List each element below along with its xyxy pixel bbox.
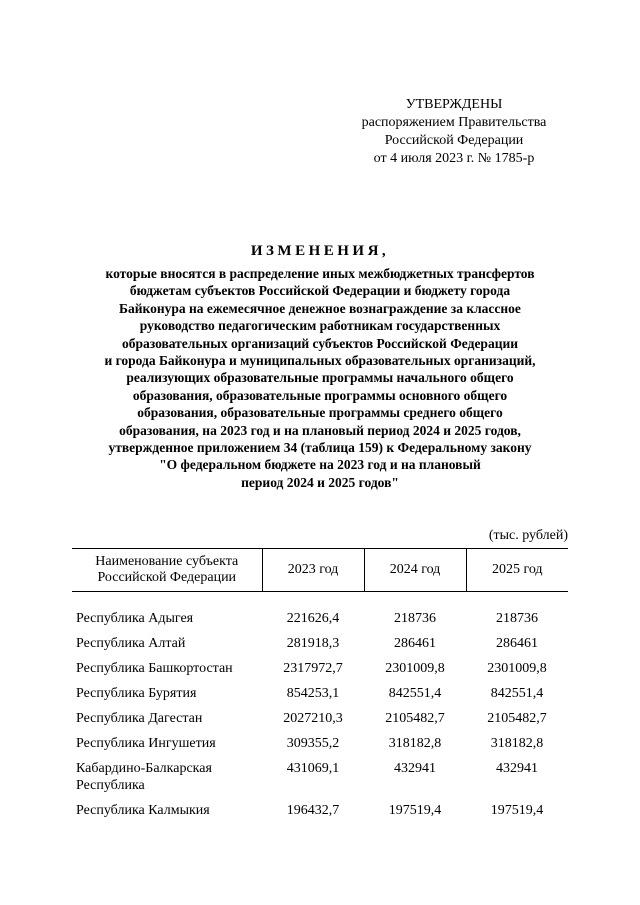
units-label: (тыс. рублей) [488,528,568,543]
value-2023: 2027210,3 [283,711,343,726]
value-2025: 2301009,8 [487,661,547,676]
value-2023: 221626,4 [286,611,340,626]
table-row [72,707,568,732]
value-2025: 197519,4 [490,803,544,818]
subtitle-line: период 2024 и 2025 годов" [241,474,399,490]
subtitle-line: образования, на 2023 год и на плановый период 2024 и 2025 годов, [119,422,521,438]
header-subject-line1: Наименование субъекта [95,554,239,569]
subtitle-line: "О федеральном бюджете на 2023 год и на плановый [159,457,481,473]
value-2025: 286461 [496,636,538,651]
transfers-table [72,548,568,824]
subject-name: Кабардино-Балкарская Республика [76,761,212,793]
table-row [72,632,568,657]
subtitle-line: и города Байконура и муниципальных образовательных организаций, [104,353,536,369]
value-2024: 2105482,7 [385,711,445,726]
header-subject-line2: Российской Федерации [97,570,237,585]
approval-title: УТВЕРЖДЕНЫ [405,97,503,112]
approval-by: распоряжением Правительства [361,115,547,130]
subtitle-line: Байконура на ежемесячное денежное вознаграждение за классное [119,300,521,316]
document-heading: ИЗМЕНЕНИЯ, [250,243,390,259]
subject-name: Республика Бурятия [76,686,197,701]
value-2024: 197519,4 [388,803,442,818]
table-row [72,607,568,632]
subtitle-line: бюджетам субъектов Российской Федерации и бюджету города [129,283,511,299]
value-2023: 196432,7 [286,803,340,818]
value-2024: 2301009,8 [385,661,445,676]
value-2025: 2105482,7 [487,711,547,726]
value-2023: 854253,1 [286,686,340,701]
value-2024: 218736 [394,611,436,626]
value-2025: 318182,8 [490,736,544,751]
value-2023: 2317972,7 [283,661,343,676]
header-2023: 2023 год [262,549,364,592]
subject-name: Республика Башкортостан [76,661,233,676]
subtitle-line: образования, образовательные программы основного общего [132,387,508,403]
table-row [72,657,568,682]
subject-name: Республика Калмыкия [76,803,210,818]
value-2024: 318182,8 [388,736,442,751]
subject-name: Республика Адыгея [76,611,194,626]
subtitle-line: образования, образовательные программы среднего общего [137,405,503,421]
approval-authority: Российской Федерации [384,133,524,148]
value-2025: 842551,4 [490,686,544,701]
subject-name: Республика Дагестан [76,711,203,726]
approval-date: от 4 июля 2023 г. № 1785-р [373,151,535,166]
value-2024: 842551,4 [388,686,442,701]
subtitle-line: руководство педагогическим работникам государственных [139,318,501,334]
subtitle-line: которые вносятся в распределение иных межбюджетных трансфертов [105,266,535,281]
value-2024: 432941 [394,761,436,776]
value-2024: 286461 [394,636,436,651]
table-header-row [72,549,568,592]
table-row [72,682,568,707]
document-subtitle [40,265,600,491]
header-2024: 2024 год [364,549,466,592]
table-row [72,799,568,824]
subtitle-line: реализующих образовательные программы начального общего [126,370,514,386]
value-2023: 281918,3 [286,636,340,651]
subtitle-line: образовательных организаций субъектов Российской Федерации [121,335,519,351]
value-2023: 431069,1 [286,761,340,776]
header-2025: 2025 год [466,549,568,592]
subject-name: Республика Ингушетия [76,736,216,751]
table-row [72,757,568,799]
value-2023: 309355,2 [286,736,340,751]
value-2025: 218736 [496,611,538,626]
approval-block [330,96,578,168]
value-2025: 432941 [496,761,538,776]
header-subject [72,549,262,592]
table-row [72,732,568,757]
subject-name: Республика Алтай [76,636,186,651]
subtitle-line: утвержденное приложением 34 (таблица 159) к Федеральному закону [108,440,532,456]
